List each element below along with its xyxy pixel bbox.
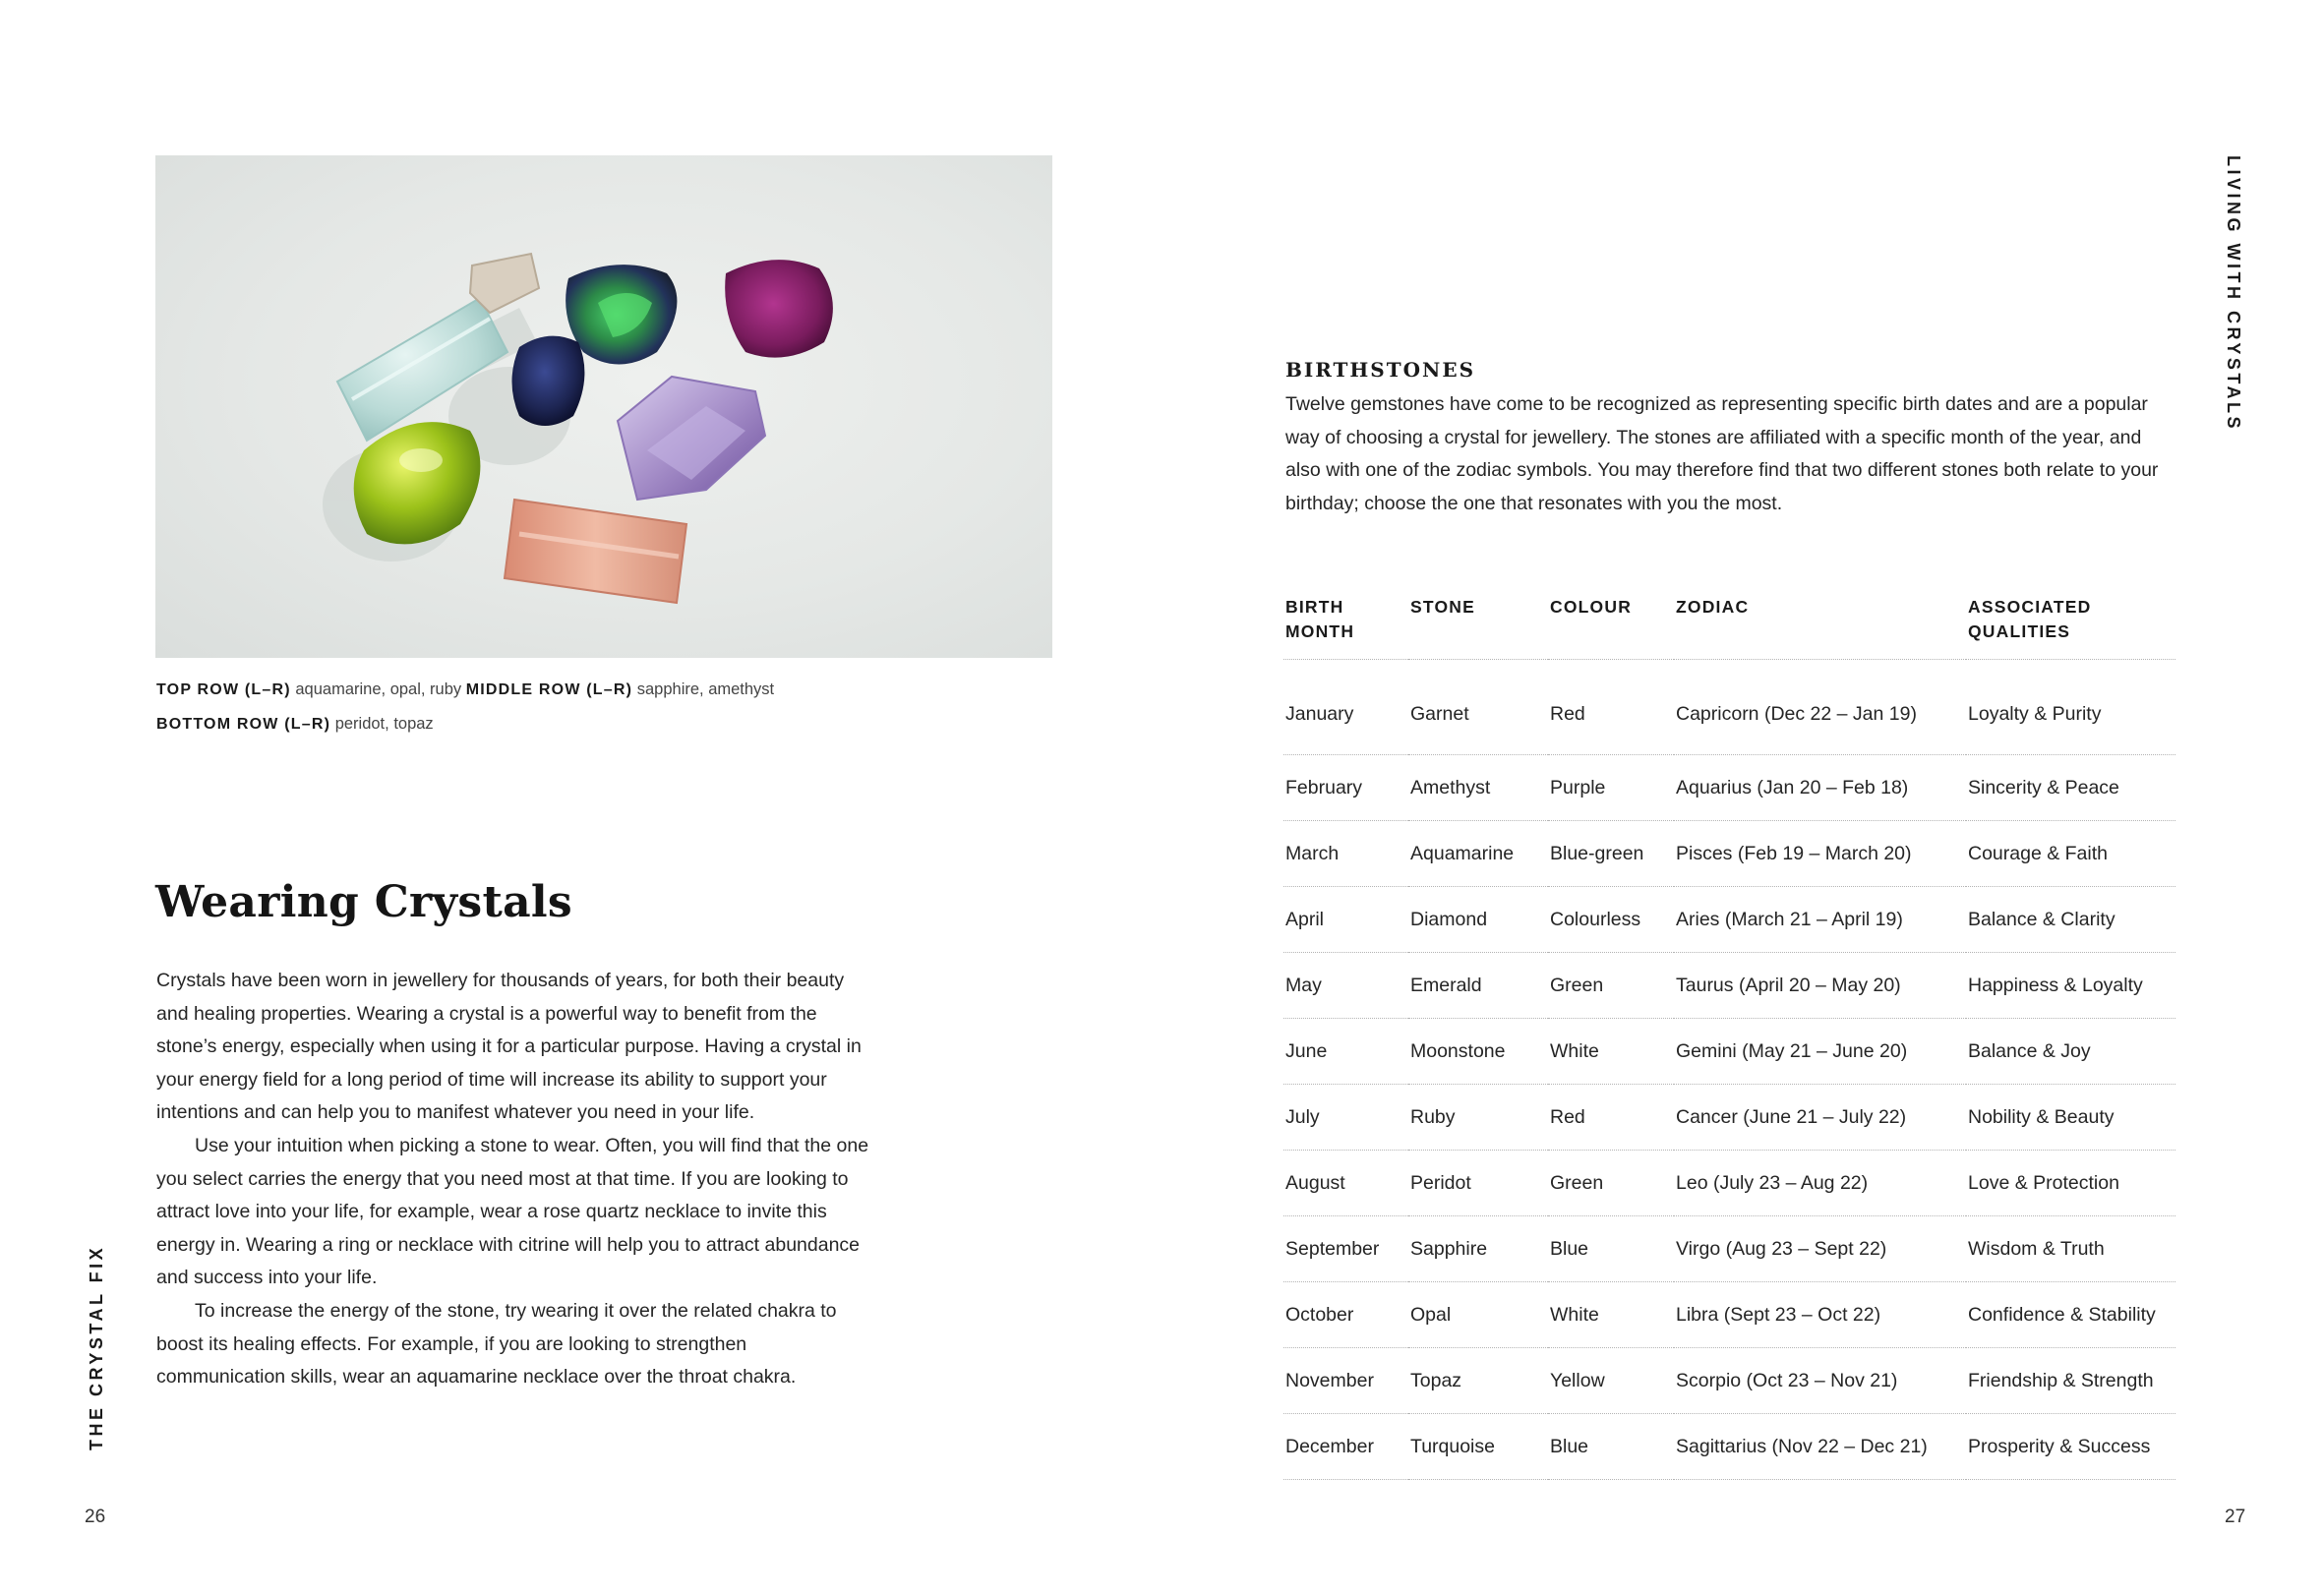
cell-colour: Blue	[1548, 1216, 1674, 1282]
cell-month: July	[1283, 1085, 1408, 1151]
cell-colour: Green	[1548, 953, 1674, 1019]
table-row	[1283, 953, 2175, 1019]
body-paragraph: Use your intuition when picking a stone to wear. Often, you will find that the one you select carries the energy that you need most at that time. If you are looking to attract love into your life, for example, wear a rose quartz necklace to invite this energy in. Wearing a ring or necklace with citrine will help you to attract abundance and success into your life.	[156, 1134, 869, 1289]
cell-month: May	[1283, 953, 1408, 1019]
caption-label: MIDDLE ROW (L–R)	[465, 681, 633, 698]
caption-label: TOP ROW (L–R)	[156, 681, 291, 698]
cell-colour: Yellow	[1548, 1348, 1674, 1414]
cell-qualities: Nobility & Beauty	[1966, 1085, 2175, 1151]
cell-qualities: Confidence & Stability	[1966, 1282, 2175, 1348]
cell-zodiac: Taurus (April 20 – May 20)	[1674, 953, 1966, 1019]
caption-text: peridot, topaz	[330, 715, 434, 733]
cell-colour: White	[1548, 1282, 1674, 1348]
cell-stone: Ruby	[1408, 1085, 1548, 1151]
table-row	[1283, 1216, 2175, 1282]
cell-zodiac: Scorpio (Oct 23 – Nov 21)	[1674, 1348, 1966, 1414]
cell-stone: Opal	[1408, 1282, 1548, 1348]
birthstones-table	[1283, 592, 2175, 1480]
cell-qualities: Wisdom & Truth	[1966, 1216, 2175, 1282]
page-number-right: 27	[2225, 1507, 2246, 1527]
cell-month: June	[1283, 1019, 1408, 1085]
cell-qualities: Loyalty & Purity	[1966, 660, 2175, 755]
table-row	[1283, 1151, 2175, 1216]
cell-month: April	[1283, 887, 1408, 953]
cell-colour: Red	[1548, 660, 1674, 755]
cell-stone: Topaz	[1408, 1348, 1548, 1414]
caption-line-2	[156, 707, 1042, 741]
cell-colour: Blue-green	[1548, 821, 1674, 887]
caption-text: aquamarine, opal, ruby	[290, 680, 466, 698]
table-row	[1283, 1019, 2175, 1085]
cell-stone: Sapphire	[1408, 1216, 1548, 1282]
running-head-left: THE CRYSTAL FIX	[87, 1244, 106, 1450]
header-associated-qualities: ASSOCIATED QUALITIES	[1966, 592, 2175, 660]
cell-month: December	[1283, 1414, 1408, 1480]
cell-colour: Colourless	[1548, 887, 1674, 953]
crystals-photo	[155, 155, 1052, 658]
cell-colour: Red	[1548, 1085, 1674, 1151]
body-paragraph: Crystals have been worn in jewellery for thousands of years, for both their beauty and healing properties. Wearing a crystal is a powerful way to benefit from the stone’s energy, especially when using it for a particular purpose. Having a crystal in your energy field for a long period of time will increase its ability to support your intentions and can help you to manifest whatever you need in your life.	[156, 970, 862, 1124]
table-row	[1283, 1085, 2175, 1151]
cell-qualities: Balance & Joy	[1966, 1019, 2175, 1085]
header-colour: COLOUR	[1548, 592, 1674, 660]
cell-stone: Diamond	[1408, 887, 1548, 953]
cell-stone: Turquoise	[1408, 1414, 1548, 1480]
table-row	[1283, 1348, 2175, 1414]
cell-zodiac: Sagittarius (Nov 22 – Dec 21)	[1674, 1414, 1966, 1480]
cell-zodiac: Aquarius (Jan 20 – Feb 18)	[1674, 755, 1966, 821]
cell-qualities: Sincerity & Peace	[1966, 755, 2175, 821]
cell-qualities: Prosperity & Success	[1966, 1414, 2175, 1480]
section-title: Wearing Crystals	[155, 877, 572, 927]
cell-month: November	[1283, 1348, 1408, 1414]
table-header-row	[1283, 592, 2175, 660]
table-row	[1283, 821, 2175, 887]
cell-colour: White	[1548, 1019, 1674, 1085]
caption-text: sapphire, amethyst	[632, 680, 775, 698]
opal-stone	[566, 265, 677, 364]
cell-qualities: Balance & Clarity	[1966, 887, 2175, 953]
table-row	[1283, 887, 2175, 953]
cell-month: January	[1283, 660, 1408, 755]
cell-colour: Blue	[1548, 1414, 1674, 1480]
cell-zodiac: Pisces (Feb 19 – March 20)	[1674, 821, 1966, 887]
sapphire-stone	[512, 336, 585, 426]
table-row	[1283, 660, 2175, 755]
cell-zodiac: Gemini (May 21 – June 20)	[1674, 1019, 1966, 1085]
topaz-stone	[505, 500, 686, 603]
page-number-left: 26	[85, 1507, 106, 1527]
ruby-stone	[725, 260, 833, 358]
birthstones-heading: BIRTHSTONES	[1285, 358, 1476, 382]
cell-zodiac: Libra (Sept 23 – Oct 22)	[1674, 1282, 1966, 1348]
cell-qualities: Happiness & Loyalty	[1966, 953, 2175, 1019]
body-text	[156, 965, 879, 1394]
cell-stone: Garnet	[1408, 660, 1548, 755]
cell-month: August	[1283, 1151, 1408, 1216]
cell-month: February	[1283, 755, 1408, 821]
cell-stone: Peridot	[1408, 1151, 1548, 1216]
cell-zodiac: Cancer (June 21 – July 22)	[1674, 1085, 1966, 1151]
cell-colour: Purple	[1548, 755, 1674, 821]
header-birth-month: BIRTH MONTH	[1283, 592, 1408, 660]
cell-qualities: Friendship & Strength	[1966, 1348, 2175, 1414]
birthstones-intro: Twelve gemstones have come to be recognized as representing specific birth dates and are a popular way of choosing a crystal for jewellery. The stones are affiliated with a specific month of the year, and also with one of the zodiac symbols. You may therefore find that two different stones both relate to your birthday; choose the one that resonates with you the most.	[1285, 393, 2159, 514]
cell-qualities: Love & Protection	[1966, 1151, 2175, 1216]
cell-zodiac: Virgo (Aug 23 – Sept 22)	[1674, 1216, 1966, 1282]
cell-zodiac: Capricorn (Dec 22 – Jan 19)	[1674, 660, 1966, 755]
table-row	[1283, 1414, 2175, 1480]
body-paragraph: To increase the energy of the stone, try wearing it over the related chakra to boost its healing effects. For example, if you are looking to strengthen communication skills, wear an aquamarine necklace over the throat chakra.	[156, 1299, 837, 1389]
amethyst-stone	[618, 377, 765, 500]
cell-month: March	[1283, 821, 1408, 887]
cell-stone: Moonstone	[1408, 1019, 1548, 1085]
caption-label: BOTTOM ROW (L–R)	[156, 716, 331, 733]
header-zodiac: ZODIAC	[1674, 592, 1966, 660]
cell-month: September	[1283, 1216, 1408, 1282]
peridot-stone	[354, 422, 481, 544]
table-row	[1283, 1282, 2175, 1348]
cell-stone: Amethyst	[1408, 755, 1548, 821]
cell-month: October	[1283, 1282, 1408, 1348]
photo-caption	[156, 673, 1042, 741]
cell-stone: Emerald	[1408, 953, 1548, 1019]
cell-zodiac: Aries (March 21 – April 19)	[1674, 887, 1966, 953]
cell-stone: Aquamarine	[1408, 821, 1548, 887]
header-stone: STONE	[1408, 592, 1548, 660]
table-body	[1283, 660, 2175, 1480]
table-row	[1283, 755, 2175, 821]
cell-colour: Green	[1548, 1151, 1674, 1216]
cell-zodiac: Leo (July 23 – Aug 22)	[1674, 1151, 1966, 1216]
caption-line-1	[156, 673, 1042, 707]
cell-qualities: Courage & Faith	[1966, 821, 2175, 887]
running-head-right: LIVING WITH CRYSTALS	[2224, 155, 2243, 432]
